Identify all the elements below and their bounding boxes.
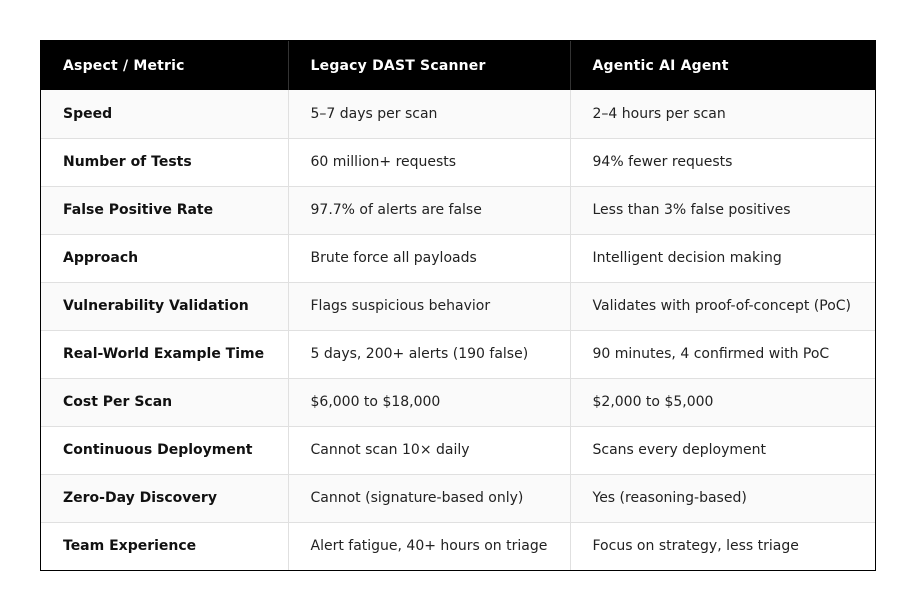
table-row <box>41 426 875 474</box>
table-row <box>41 138 875 186</box>
agentic-cell: Intelligent decision making <box>570 234 875 282</box>
agentic-cell: Yes (reasoning-based) <box>570 474 875 522</box>
comparison-table <box>41 41 875 570</box>
legacy-cell: 97.7% of alerts are false <box>288 186 570 234</box>
table-row <box>41 282 875 330</box>
agentic-cell: 90 minutes, 4 confirmed with PoC <box>570 330 875 378</box>
column-header-agentic-ai: Agentic AI Agent <box>570 41 875 90</box>
agentic-cell: 2–4 hours per scan <box>570 90 875 138</box>
legacy-cell: Cannot (signature-based only) <box>288 474 570 522</box>
agentic-cell: Less than 3% false positives <box>570 186 875 234</box>
metric-cell: Cost Per Scan <box>41 378 288 426</box>
column-header-legacy-dast: Legacy DAST Scanner <box>288 41 570 90</box>
table-row <box>41 330 875 378</box>
agentic-cell: 94% fewer requests <box>570 138 875 186</box>
legacy-cell: $6,000 to $18,000 <box>288 378 570 426</box>
table-row <box>41 90 875 138</box>
header-row <box>41 41 875 90</box>
metric-cell: Approach <box>41 234 288 282</box>
table-row <box>41 378 875 426</box>
metric-cell: False Positive Rate <box>41 186 288 234</box>
metric-cell: Real-World Example Time <box>41 330 288 378</box>
metric-cell: Team Experience <box>41 522 288 570</box>
table-row <box>41 474 875 522</box>
legacy-cell: 5–7 days per scan <box>288 90 570 138</box>
legacy-cell: 60 million+ requests <box>288 138 570 186</box>
metric-cell: Number of Tests <box>41 138 288 186</box>
table-row <box>41 522 875 570</box>
metric-cell: Continuous Deployment <box>41 426 288 474</box>
table-body <box>41 90 875 570</box>
metric-cell: Zero-Day Discovery <box>41 474 288 522</box>
table-row <box>41 186 875 234</box>
agentic-cell: Scans every deployment <box>570 426 875 474</box>
legacy-cell: 5 days, 200+ alerts (190 false) <box>288 330 570 378</box>
metric-cell: Vulnerability Validation <box>41 282 288 330</box>
table-header <box>41 41 875 90</box>
legacy-cell: Alert fatigue, 40+ hours on triage <box>288 522 570 570</box>
agentic-cell: Focus on strategy, less triage <box>570 522 875 570</box>
agentic-cell: Validates with proof-of-concept (PoC) <box>570 282 875 330</box>
legacy-cell: Brute force all payloads <box>288 234 570 282</box>
column-header-aspect: Aspect / Metric <box>41 41 288 90</box>
table-row <box>41 234 875 282</box>
metric-cell: Speed <box>41 90 288 138</box>
comparison-table-container <box>40 40 876 571</box>
legacy-cell: Flags suspicious behavior <box>288 282 570 330</box>
legacy-cell: Cannot scan 10× daily <box>288 426 570 474</box>
agentic-cell: $2,000 to $5,000 <box>570 378 875 426</box>
